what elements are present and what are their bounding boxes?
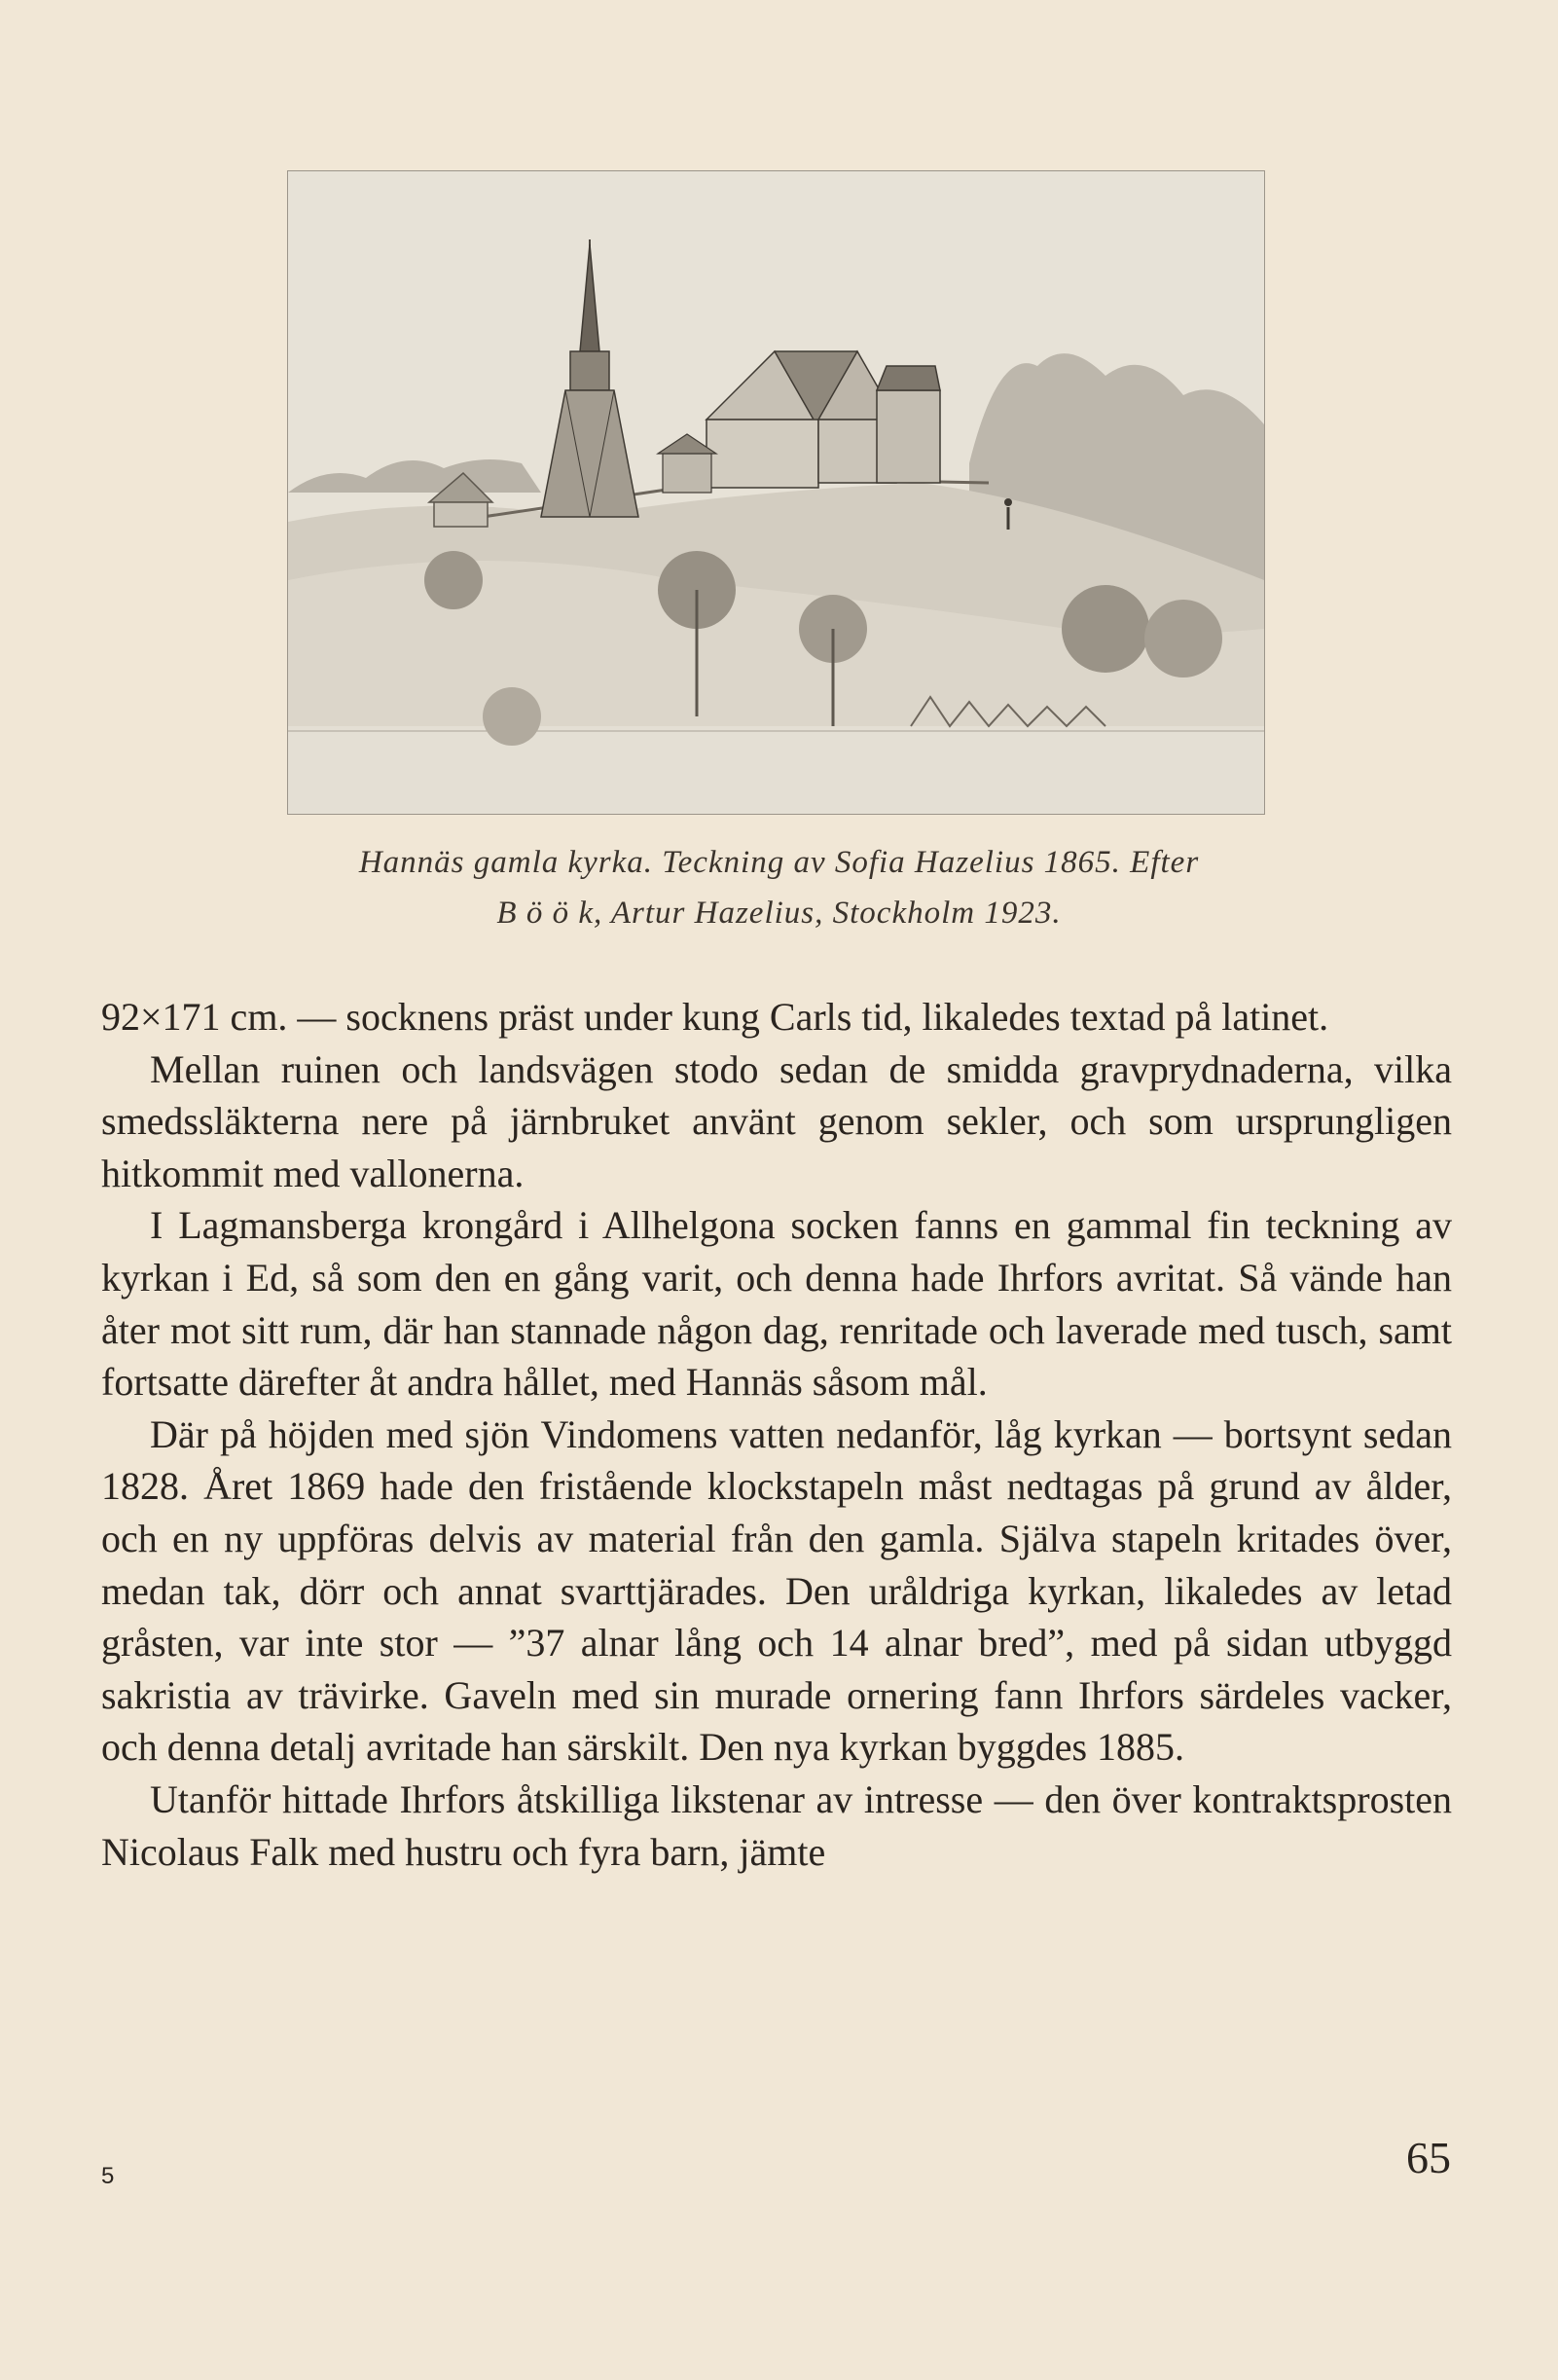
caption-line-2: B ö ö k, Artur Hazelius, Stockholm 1923. <box>496 896 1062 931</box>
paragraph-2: Mellan ruinen och landsvägen stodo sedan de smidda gravprydnaderna, vilka smedssläkterna nere på järnbruket använt genom sekler, och som ursprungligen hitkommit med vallonerna. <box>101 1046 1452 1195</box>
illustration-caption <box>146 837 1412 938</box>
page-number: 65 <box>1406 2133 1451 2182</box>
signature-mark: 5 <box>101 2163 115 2189</box>
paragraph-1: 92×171 cm. — socknens präst under kung Carls tid, likaledes textad på latinet. <box>101 995 1329 1039</box>
caption-line-1: Hannäs gamla kyrka. Teckning av Sofia Hazelius 1865. Efter <box>358 845 1200 880</box>
body-text <box>101 991 1452 1878</box>
church-sketch-illustration <box>287 170 1265 815</box>
church-sketch-drawing <box>288 171 1264 814</box>
paragraph-5: Utanför hittade Ihrfors åtskilliga likstenar av intresse — den över kontraktsprosten Nicolaus Falk med hustru och fyra barn, jämte <box>101 1776 1452 1874</box>
paragraph-3: I Lagmansberga krongård i Allhelgona socken fanns en gammal fin teckning av kyrkan i Ed, så som den en gång varit, och denna hade Ihrfors avritat. Så vände han åter mot sitt rum, där han stannade någon dag, renritade och laverade med tusch, samt fortsatte därefter åt andra hållet, med Hannäs såsom mål. <box>101 1203 1452 1405</box>
paragraph-4: Där på höjden med sjön Vindomens vatten nedanför, låg kyrkan — bortsynt sedan 1828. Året 1869 hade den fristående klockstapeln måst nedtagas på grund av ålder, och en ny uppföras delvis av material från den gamla. Själva stapeln kritades över, medan tak, dörr och annat svarttjärades. Den uråldriga kyrkan, likaledes av letad gråsten, var inte stor — ”37 alnar lång och 14 alnar bred”, med på sidan utbyggd sakristia av trävirke. Gaveln med sin murade ornering fann Ihrfors särdeles vacker, och denna detalj avritade han särskilt. Den nya kyrkan byggdes 1885. <box>101 1411 1452 1770</box>
